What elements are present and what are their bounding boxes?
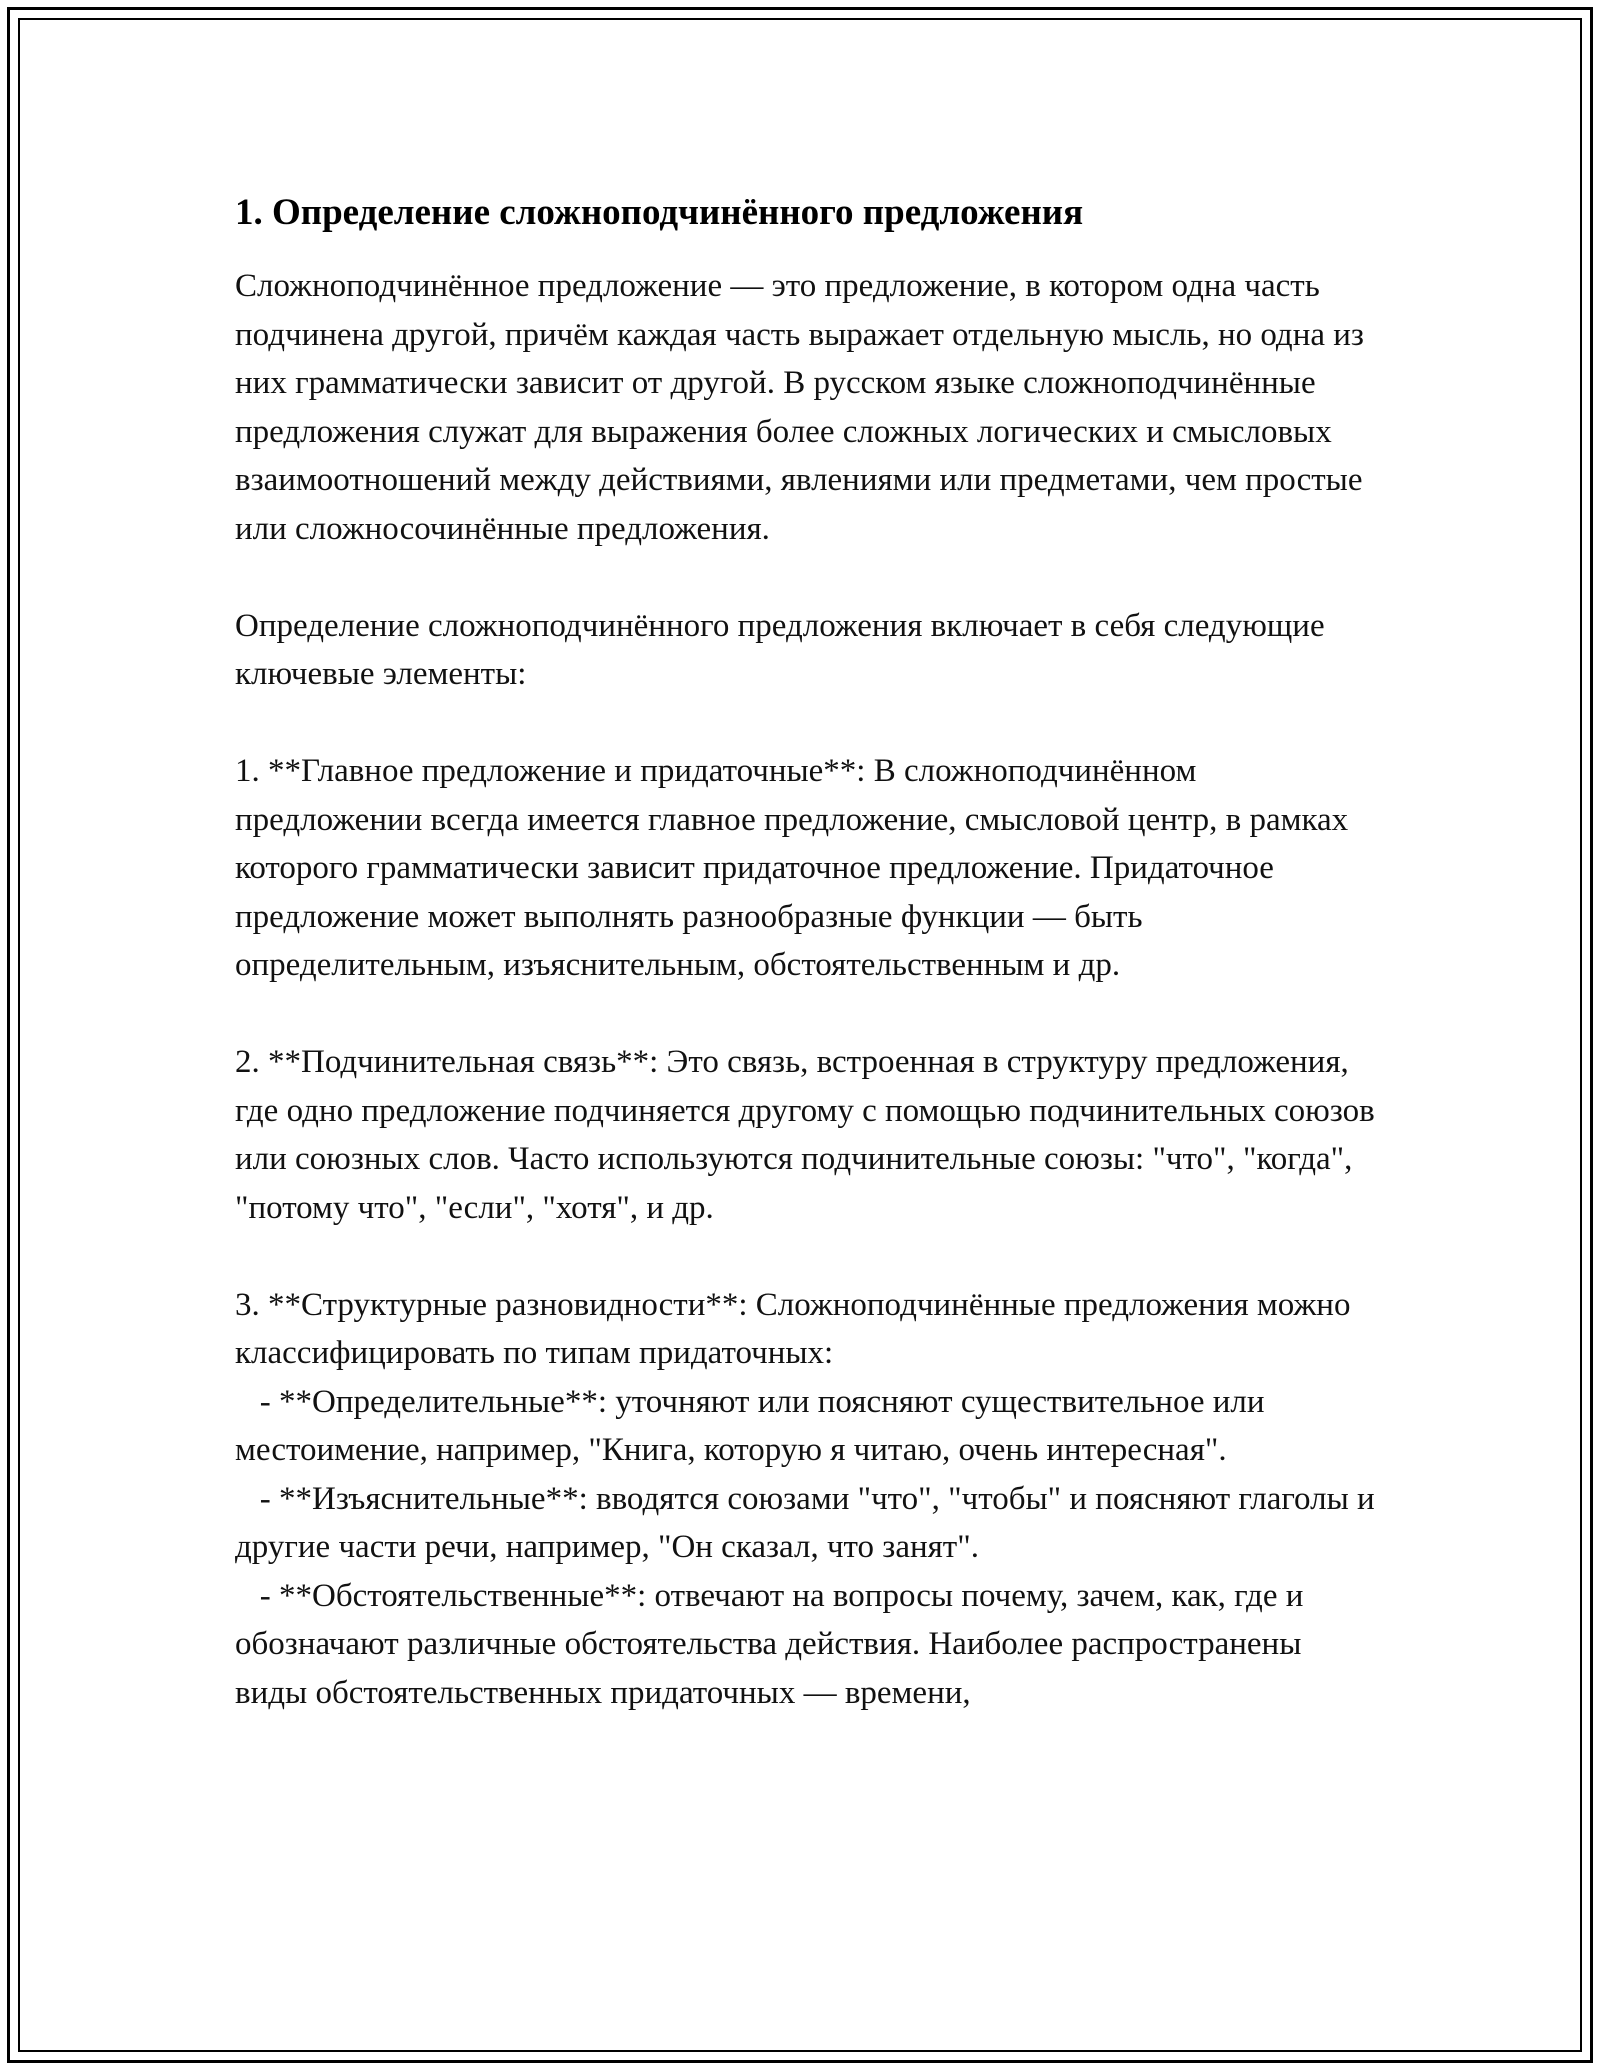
section-heading: 1. Определение сложноподчинённого предложения: [235, 192, 1084, 233]
document-body: [235, 188, 1383, 1717]
paragraph-spacer: [235, 1232, 1375, 1281]
paragraph-spacer: [235, 553, 1375, 602]
paragraph-definition: Сложноподчинённое предложение — это предложение, в котором одна часть подчинена другой, причём каждая часть выражает отдельную мысль, но одна из них грамматически зависит от другой. В русском языке сложноподчинённые предложения служат для выражения более сложных логических и смысловых взаимоотношений между действиями, явлениями или предметами, чем простые или сложносочинённые предложения.: [235, 268, 1373, 547]
paragraph-spacer: [235, 990, 1375, 1039]
list-item-structural-types: 3. **Структурные разновидности**: Сложноподчинённые предложения можно классифицировать по типам придаточных: - **Определительные**: уточняют или поясняют существительное или местоимение, например, "Книга, которую я читаю, очень интересная". - **Изъяснительные**: вводятся союзами "что", "чтобы" и поясняют глаголы и другие части речи, например, "Он сказал, что занят". - **Обстоятельственные**: отвечают на вопросы почему, зачем, как, где и обозначают различные обстоятельства действия. Наиболее распространены виды обстоятельственных придаточных — времени,: [235, 1286, 1375, 1711]
paragraph-spacer: [235, 699, 1375, 748]
paragraph-key-elements-intro: Определение сложноподчинённого предложения включает в себя следующие ключевые элементы:: [235, 607, 1333, 692]
list-item-subordinate-link: 2. **Подчинительная связь**: Это связь, встроенная в структуру предложения, где одно предложение подчиняется другому с помощью подчинительных союзов или союзных слов. Часто используются подчинительные союзы: "что", "когда", "потому что", "если", "хотя", и др.: [235, 1044, 1383, 1226]
list-item-main-clause: 1. **Главное предложение и придаточные**: В сложноподчинённом предложении всегда имеется главное предложение, смысловой центр, в рамках которого грамматически зависит придаточное предложение. Придаточное предложение может выполнять разнообразные функции — быть определительным, изъяснительным, обстоятельственным и др.: [235, 753, 1357, 983]
